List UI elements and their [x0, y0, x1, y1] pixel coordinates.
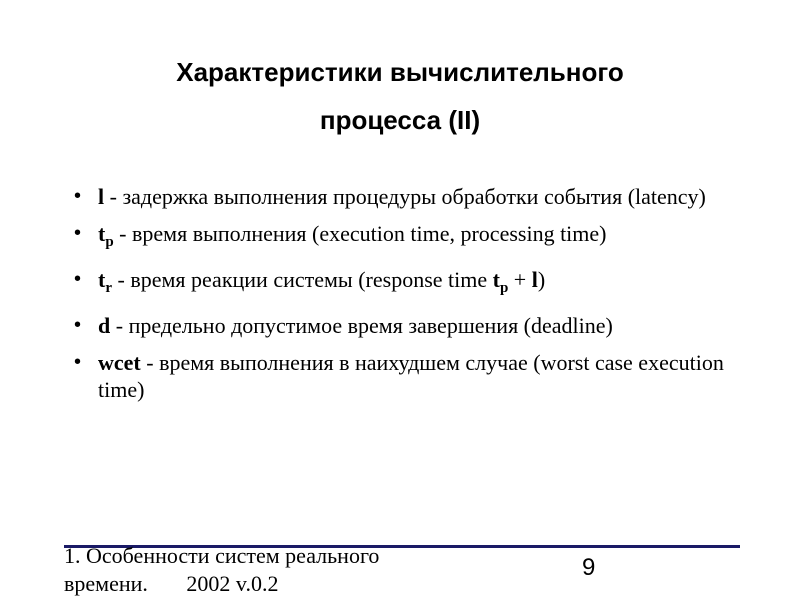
bullet-term: t: [98, 267, 106, 292]
slide-title-line-1: Характеристики вычислительного: [176, 57, 624, 87]
bullet-list: [74, 183, 754, 413]
bullet-term: t: [98, 221, 106, 246]
footer-caption: [64, 542, 484, 598]
bullet-deadline: [74, 312, 754, 339]
footer-line-1: 1. Особенности систем реального: [64, 543, 380, 568]
bullet-plus: +: [508, 267, 532, 292]
bullet-term-subscript: p: [105, 234, 114, 250]
bullet-close: ): [537, 267, 546, 292]
slide-title: [100, 48, 700, 144]
bullet-text: - предельно допустимое время завершения (deadline): [110, 313, 613, 338]
bullet-term: wcet: [98, 350, 141, 375]
slide-title-line-2: процесса (II): [319, 105, 481, 135]
page-number: 9: [582, 554, 596, 581]
footer-line-2: времени. 2002 v.0.2: [64, 571, 279, 596]
bullet-latency: [74, 183, 754, 210]
bullet-term: d: [98, 313, 111, 338]
bullet-text: - задержка выполнения процедуры обработки события (latency): [104, 184, 706, 209]
bullet-text: - время реакции системы (response time: [112, 267, 493, 292]
bullet-response-time: [74, 266, 754, 302]
bullet-text: - время выполнения в наихудшем случае (worst case execution time): [98, 350, 724, 402]
bullet-inline-subscript: p: [499, 280, 509, 296]
bullet-inline-term: l: [531, 267, 538, 292]
bullet-text: - время выполнения (execution time, processing time): [113, 221, 607, 246]
bullet-processing-time: [74, 220, 754, 256]
bullet-term-subscript: r: [105, 280, 112, 296]
bullet-term: l: [98, 184, 105, 209]
bullet-inline-term: t: [492, 267, 500, 292]
bullet-wcet: [74, 349, 754, 403]
